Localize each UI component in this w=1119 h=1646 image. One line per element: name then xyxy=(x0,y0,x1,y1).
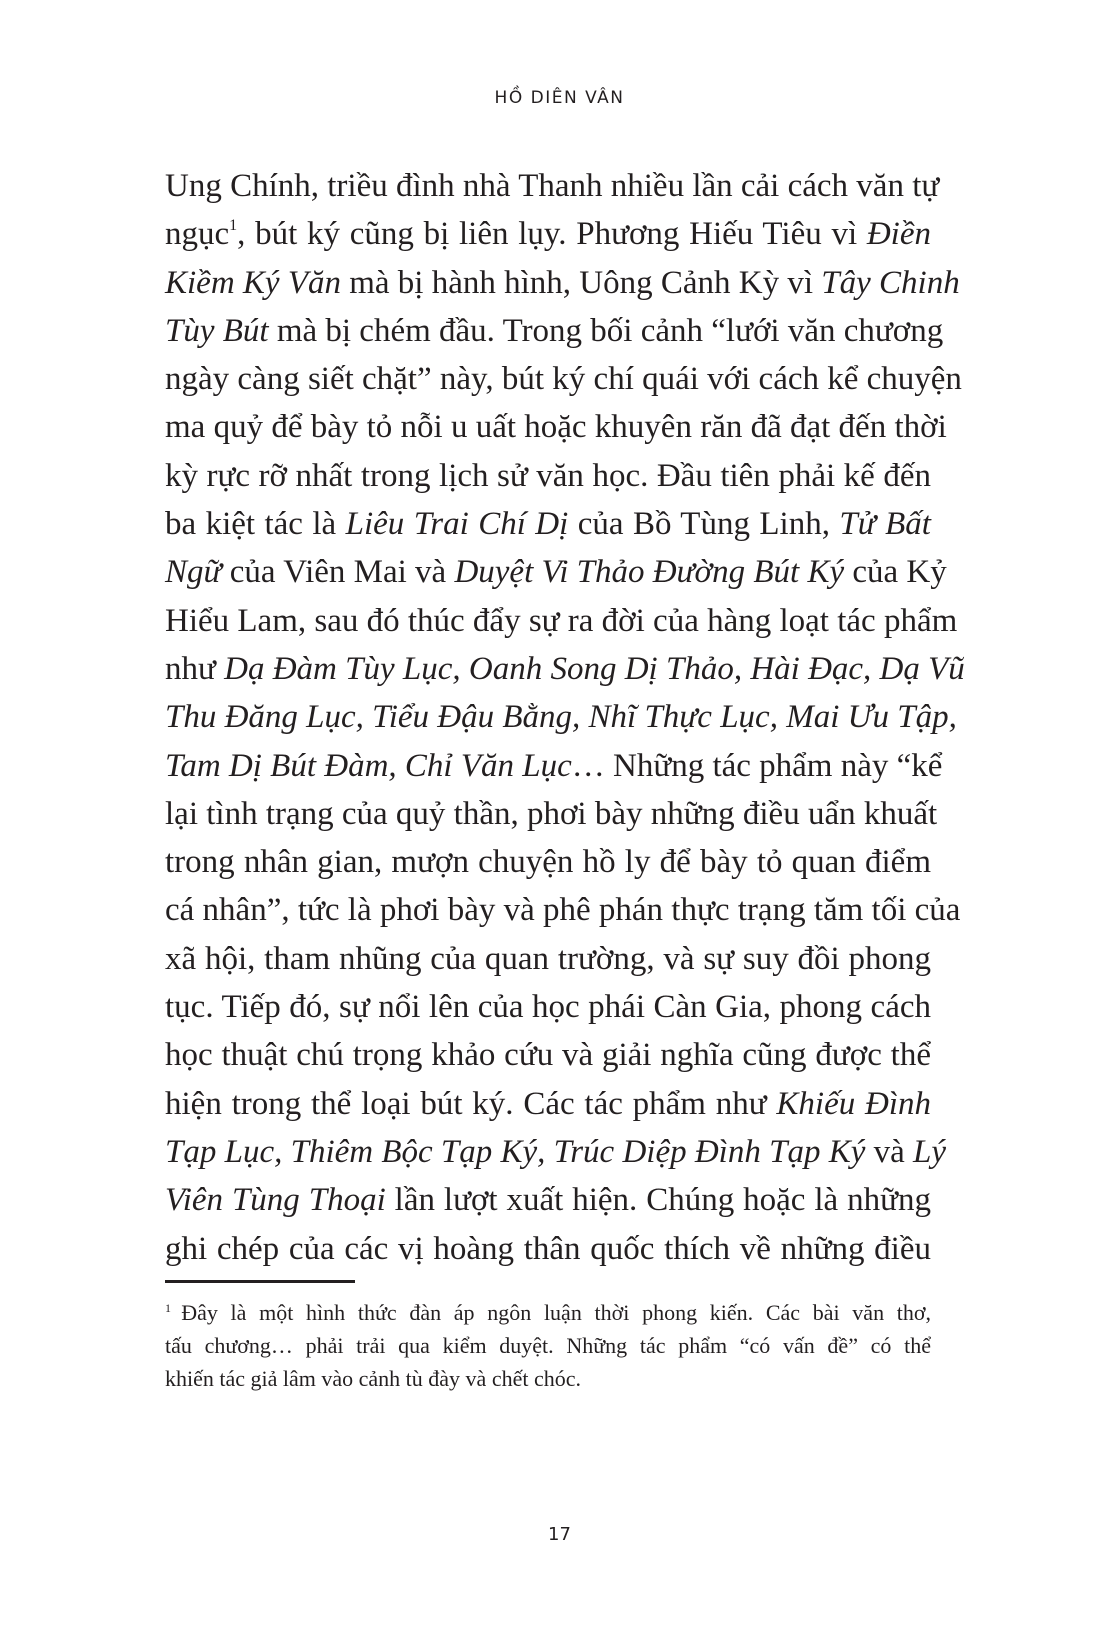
text-run: của Kỷ xyxy=(844,554,947,591)
text-run: lại tình trạng của quỷ thần, phơi bày những điều uẩn khuất xyxy=(165,795,938,832)
text-run: kỳ rực rỡ nhất trong lịch sử văn học. Đầu tiên phải kế đến xyxy=(165,457,931,494)
body-line xyxy=(165,307,944,355)
text-run: Ung Chính, triều đình nhà Thanh nhiều lần cải cách văn tự xyxy=(165,168,940,204)
page-number: 17 xyxy=(548,1524,571,1545)
body-line xyxy=(165,1031,931,1079)
body-line xyxy=(165,935,931,983)
footnote-text: khiến tác giả lâm vào cảnh tù đày và chết chóc. xyxy=(165,1366,581,1391)
footnote-text: tấu chương… phải trải qua kiểm duyệt. Những tác phẩm “có vấn đề” có thể xyxy=(165,1333,931,1358)
body-line xyxy=(165,500,931,548)
body-line xyxy=(165,355,962,403)
italic-title: Tam Dị Bút Đàm, Chỉ Văn Lục xyxy=(165,747,572,784)
footnote-line xyxy=(165,1329,931,1362)
italic-title: Điền xyxy=(866,216,931,253)
body-line xyxy=(165,645,965,693)
body-line xyxy=(165,1080,931,1128)
footnote-separator-rule xyxy=(165,1280,355,1283)
italic-title: Dạ Đàm Tùy Lục, Oanh Song Dị Thảo, Hài Đạc, Dạ Vũ xyxy=(224,650,965,687)
text-run: xã hội, tham nhũng của quan trường, và sự suy đồi phong xyxy=(165,940,931,977)
footnote-line xyxy=(165,1362,931,1395)
body-line xyxy=(165,693,957,741)
italic-title: Viên Tùng Thoại xyxy=(165,1182,386,1219)
text-run: như xyxy=(165,650,225,687)
text-run: ba kiệt tác là xyxy=(165,506,346,543)
text-run: ghi chép của các vị hoàng thân quốc thích về những điều xyxy=(165,1230,931,1267)
body-line xyxy=(165,452,931,500)
footnote-text: Đây là một hình thức đàn áp ngôn luận thời phong kiến. Các bài văn thơ, xyxy=(181,1300,932,1325)
text-run: và xyxy=(865,1133,914,1170)
italic-title: Tùy Bút xyxy=(165,312,269,349)
body-line xyxy=(165,1225,931,1273)
italic-title: Tạp Lục, Thiêm Bộc Tạp Ký, Trúc Diệp Đình Tạp Ký xyxy=(165,1133,866,1170)
text-run: của Bồ Tùng Linh, xyxy=(568,506,840,543)
italic-title: Khiếu Đình xyxy=(776,1085,931,1122)
italic-title: Lý xyxy=(913,1133,947,1170)
footnote-line xyxy=(165,1296,931,1329)
body-line xyxy=(165,742,943,790)
body-text xyxy=(165,162,965,1273)
footnote-marker: 1 xyxy=(165,1301,182,1315)
text-run: mà bị chém đầu. Trong bối cảnh “lưới văn chương xyxy=(268,312,944,349)
body-line xyxy=(165,1176,931,1224)
body-line xyxy=(165,259,960,307)
italic-title: Thu Đăng Lục, Tiểu Đậu Bằng, Nhĩ Thực Lục, Mai Ưu Tập, xyxy=(165,699,957,736)
body-line xyxy=(165,403,947,451)
text-run: … Những tác phẩm này “kể xyxy=(571,747,943,784)
running-head-author: HỒ DIÊN VÂN xyxy=(494,88,625,108)
text-run: học thuật chú trọng khảo cứu và giải nghĩa cũng được thể xyxy=(165,1037,931,1074)
text-run: mà bị hành hình, Uông Cảnh Kỳ vì xyxy=(340,264,822,301)
italic-title: Liêu Trai Chí Dị xyxy=(345,506,569,543)
text-run: Hiểu Lam, sau đó thúc đẩy sự ra đời của hàng loạt tác phẩm xyxy=(165,602,958,639)
body-line xyxy=(165,838,931,886)
text-run: , bút ký cũng bị liên lụy. Phương Hiếu Tiêu vì xyxy=(237,216,867,253)
text-run: tục. Tiếp đó, sự nổi lên của học phái Càn Gia, phong cách xyxy=(165,989,931,1026)
body-line xyxy=(165,210,931,258)
italic-title: Kiềm Ký Văn xyxy=(165,264,341,301)
text-run: lần lượt xuất hiện. Chúng hoặc là những xyxy=(385,1182,931,1219)
italic-title: Tử Bất xyxy=(839,506,931,543)
italic-title: Ngữ xyxy=(165,554,222,591)
body-line xyxy=(165,548,947,596)
body-line xyxy=(165,162,940,210)
italic-title: Tây Chinh xyxy=(821,264,960,301)
text-run: ma quỷ để bày tỏ nỗi u uất hoặc khuyên răn đã đạt đến thời xyxy=(165,409,947,446)
text-run: ngày càng siết chặt” này, bút ký chí quái với cách kể chuyện xyxy=(165,361,962,398)
body-line xyxy=(165,983,931,1031)
body-line xyxy=(165,597,958,645)
body-line xyxy=(165,886,961,934)
text-run: trong nhân gian, mượn chuyện hồ ly để bày tỏ quan điểm xyxy=(165,844,931,881)
text-run: ngục xyxy=(165,216,230,253)
footnote xyxy=(165,1296,931,1395)
footnote-reference: 1 xyxy=(229,217,238,235)
body-line xyxy=(165,1128,947,1176)
text-run: của Viên Mai và xyxy=(221,554,455,591)
body-line xyxy=(165,790,938,838)
italic-title: Duyệt Vi Thảo Đường Bút Ký xyxy=(454,554,845,591)
text-run: hiện trong thể loại bút ký. Các tác phẩm như xyxy=(165,1085,777,1122)
text-run: cá nhân”, tức là phơi bày và phê phán thực trạng tăm tối của xyxy=(165,892,961,929)
